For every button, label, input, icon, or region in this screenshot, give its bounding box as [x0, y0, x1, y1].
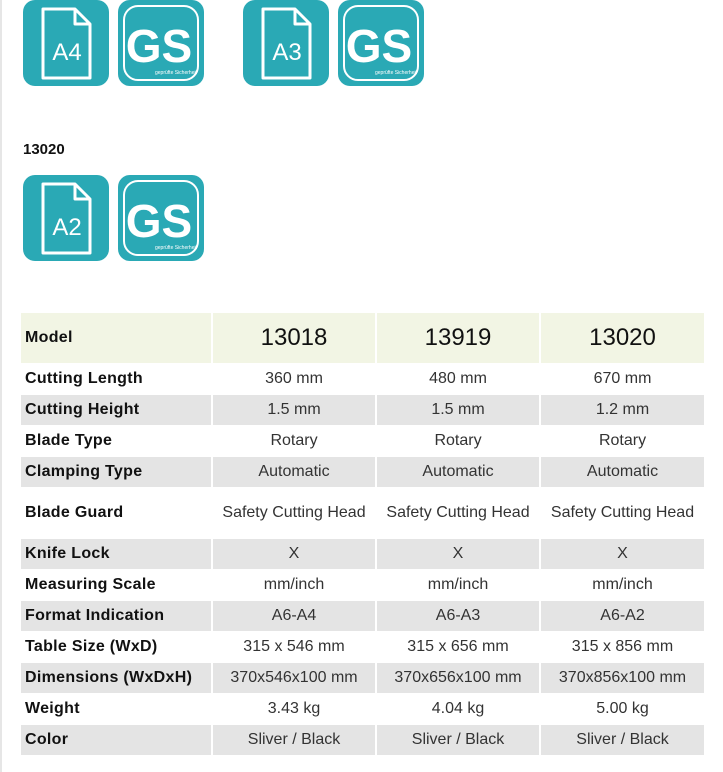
table-row [21, 601, 704, 632]
paper-a3-icon [243, 0, 329, 86]
gs-mark-subtitle: geprüfte Sicherheit [375, 70, 417, 76]
table-row [21, 488, 704, 539]
cell: Automatic [375, 457, 539, 488]
cell: 480 mm [375, 364, 539, 395]
table-row [21, 663, 704, 694]
cell: mm/inch [211, 570, 375, 601]
cell: 370x546x100 mm [211, 663, 375, 694]
cell: 3.43 kg [211, 694, 375, 725]
row-label: Clamping Type [21, 457, 211, 488]
cell: mm/inch [539, 570, 704, 601]
cell: 370x856x100 mm [539, 663, 704, 694]
model-label: 13020 [23, 141, 65, 158]
cell: 315 x 546 mm [211, 632, 375, 663]
table-row [21, 426, 704, 457]
table-header-row [21, 313, 704, 364]
paper-size-label: A4 [52, 39, 82, 66]
cell: Rotary [539, 426, 704, 457]
cell: Sliver / Black [539, 725, 704, 756]
cell: 370x656x100 mm [375, 663, 539, 694]
paper-a2-icon [23, 175, 109, 261]
spec-table [21, 313, 704, 756]
table-row [21, 539, 704, 570]
paper-size-label: A3 [272, 39, 302, 66]
table-row [21, 457, 704, 488]
table-row [21, 364, 704, 395]
cell: 4.04 kg [375, 694, 539, 725]
cell: 670 mm [539, 364, 704, 395]
row-label: Measuring Scale [21, 570, 211, 601]
paper-size-label: A2 [52, 214, 82, 241]
row-label: Table Size (WxD) [21, 632, 211, 663]
cell: Safety Cutting Head [211, 488, 375, 539]
row-label: Format Indication [21, 601, 211, 632]
cell: Rotary [211, 426, 375, 457]
cell: Sliver / Black [211, 725, 375, 756]
left-border [0, 0, 2, 772]
cell: 5.00 kg [539, 694, 704, 725]
cell: X [539, 539, 704, 570]
cell: Sliver / Black [375, 725, 539, 756]
cell: Safety Cutting Head [539, 488, 704, 539]
table-row [21, 694, 704, 725]
gs-mark-letters: GS [345, 20, 413, 72]
gs-certification-icon [118, 0, 204, 86]
cell: Safety Cutting Head [375, 488, 539, 539]
cell: Automatic [539, 457, 704, 488]
model-13018-header: 13018 [211, 313, 375, 364]
cell: 1.2 mm [539, 395, 704, 426]
gs-certification-icon [338, 0, 424, 86]
row-label: Cutting Height [21, 395, 211, 426]
table-row [21, 632, 704, 663]
gs-mark-letters: GS [125, 20, 193, 72]
row-label: Blade Guard [21, 488, 211, 539]
cell: 1.5 mm [375, 395, 539, 426]
cell: X [375, 539, 539, 570]
paper-a4-icon [23, 0, 109, 86]
cell: 1.5 mm [211, 395, 375, 426]
row-label: Blade Type [21, 426, 211, 457]
cell: A6-A3 [375, 601, 539, 632]
cell: 360 mm [211, 364, 375, 395]
row-label: Cutting Length [21, 364, 211, 395]
row-label: Knife Lock [21, 539, 211, 570]
gs-mark-letters: GS [125, 195, 193, 247]
cell: X [211, 539, 375, 570]
gs-mark-subtitle: geprüfte Sicherheit [155, 245, 197, 251]
row-label: Dimensions (WxDxH) [21, 663, 211, 694]
cell: 315 x 656 mm [375, 632, 539, 663]
row-label: Color [21, 725, 211, 756]
cell: A6-A2 [539, 601, 704, 632]
gs-mark-subtitle: geprüfte Sicherheit [155, 70, 197, 76]
row-label: Weight [21, 694, 211, 725]
model-13020-header: 13020 [539, 313, 704, 364]
table-row [21, 570, 704, 601]
cell: mm/inch [375, 570, 539, 601]
table-row [21, 725, 704, 756]
cell: 315 x 856 mm [539, 632, 704, 663]
cell: Automatic [211, 457, 375, 488]
header-label: Model [21, 313, 211, 364]
cell: A6-A4 [211, 601, 375, 632]
cell: Rotary [375, 426, 539, 457]
table-row [21, 395, 704, 426]
model-13919-header: 13919 [375, 313, 539, 364]
gs-certification-icon [118, 175, 204, 261]
